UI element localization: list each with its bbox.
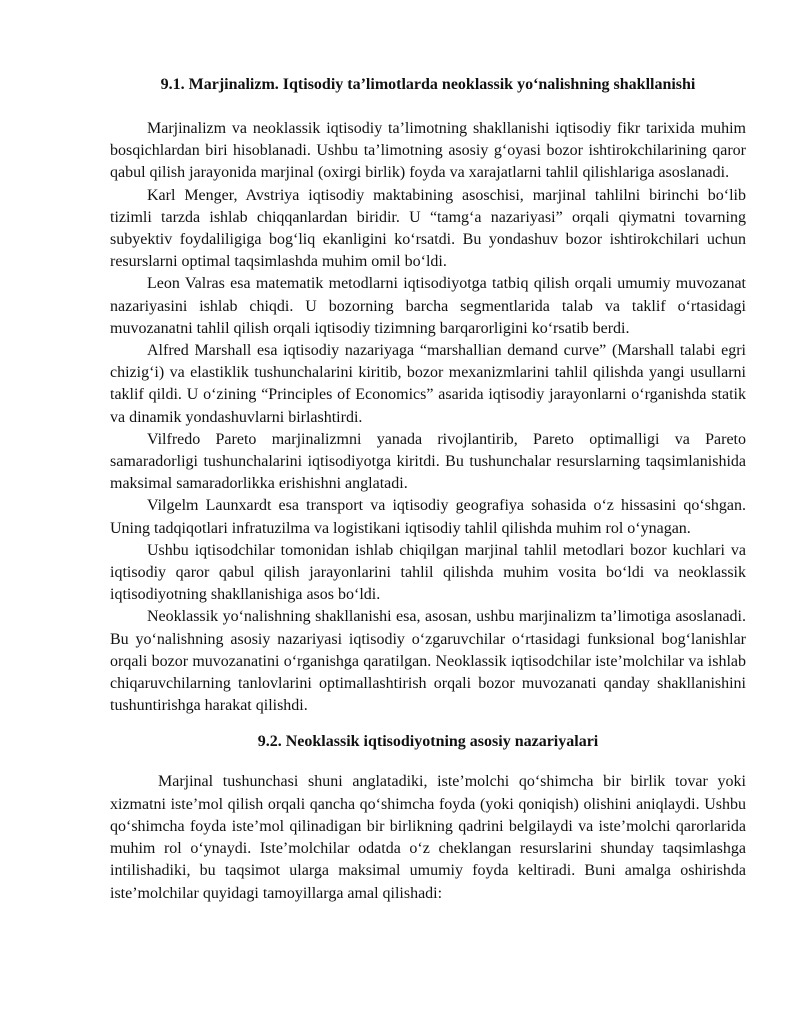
paragraph: Neoklassik yo‘nalishning shakllanishi esa, asosan, ushbu marjinalizm ta’limotiga asoslanadi. Bu yo‘nalishning asosiy nazariyasi iqtisodiy o‘zgaruvchilar o‘rtasidagi funksional bog‘lanishlar orqali bozor muvozanatini o‘rganishga qaratilgan. Neoklassik iqtisodchilar iste’molchilar va ishlab chiqaruvchilarning tanlovlarini optimallashtirish orqali bozor muvozanati qanday shakllanishini tushuntirishga harakat qilishdi. [110, 608, 746, 715]
paragraph: Vilfredo Pareto marjinalizmni yanada rivojlantirib, Pareto optimalligi va Pareto samaradorligi tushunchalarini iqtisodiyotga kiritdi. Bu tushunchalar resurslarning taqsimlanishida maksimal samaradorlikka erishishni anglatadi. [110, 430, 746, 493]
paragraph: Marjinalizm va neoklassik iqtisodiy ta’limotning shakllanishi iqtisodiy fikr tarixida muhim bosqichlardan biri hisoblanadi. Ushbu ta’limotning asosiy g‘oyasi bozor ishtirokchilarining qaror qabul qilish jarayonida marjinal (oxirgi birlik) foyda va xarajatlarni tahlil qilishlariga asoslanadi. [110, 120, 746, 182]
section-2-body [110, 771, 746, 904]
section-2-heading: 9.2. Neoklassik iqtisodiyotning asosiy nazariyalari [257, 733, 599, 751]
paragraph: Karl Menger, Avstriya iqtisodiy maktabining asoschisi, marjinal tahlilni birinchi bo‘lib tizimli tarzda ishlab chiqqanlardan biridir. U “tamg‘a nazariyasi” orqali qiymatni tovarning subyektiv foydaliligiga bog‘liq ekanligini ko‘rsatdi. Bu yondashuv bozor ishtirokchilari uchun resurslarni optimal taqsimlashda muhim omil bo‘ldi. [110, 186, 746, 271]
document-page [110, 68, 746, 905]
paragraph: Alfred Marshall esa iqtisodiy nazariyaga “marshallian demand curve” (Marshall talabi egri chizig‘i) va elastiklik tushunchalarini kiritib, bozor mexanizmlarini tahlil qilishda yangi usullarni taklif qildi. U o‘zining “Principles of Economics” asarida iqtisodiy jarayonlarni o‘rganishda statik va dinamik yondashuvlarni birlashtirdi. [110, 342, 746, 426]
paragraph: Ushbu iqtisodchilar tomonidan ishlab chiqilgan marjinal tahlil metodlari bozor kuchlari va iqtisodiy qaror qabul qilish jarayonlarini tahlil qilishda muhim vosita bo‘ldi va neoklassik iqtisodiyotning shakllanishiga asos bo‘ldi. [110, 541, 746, 604]
paragraph: Vilgelm Launxardt esa transport va iqtisodiy geografiya sohasida o‘z hissasini qo‘shgan. Uning tadqiqotlari infratuzilma va logistikani iqtisodiy tahlil qilishda muhim rol o‘ynagan. [110, 497, 746, 537]
paragraph: Leon Valras esa matematik metodlarni iqtisodiyotga tatbiq qilish orqali umumiy muvozanat nazariyasini ishlab chiqdi. U bozorning barcha segmentlarida talab va taklif o‘rtasidagi muvozanatni tahlil qilish orqali iqtisodiy tizimning barqarorligini ko‘rsatib berdi. [110, 275, 746, 337]
section-1-heading: 9.1. Marjinalizm. Iqtisodiy ta’limotlarda neoklassik yo‘nalishning shakllanishi [160, 76, 696, 93]
section-1-body [110, 118, 746, 717]
paragraph: Marjinal tushunchasi shuni anglatadiki, iste’molchi qo‘shimcha bir birlik tovar yoki xizmatni iste’mol qilish orqali qancha qo‘shimcha foyda (yoki qoniqish) olishini aniqlaydi. Ushbu qo‘shimcha foyda iste’mol qilinadigan bir birlikning qadrini belgilaydi va iste’molchi qarorlarida muhim rol o‘ynaydi. Iste’molchilar odatda o‘z cheklangan resurslarini shunday taqsimlashga intilishadiki, bu taqsimot ularga maksimal umumiy foyda keltiradi. Buni amalga oshirishda iste’molchilar quyidagi tamoyillarga amal qilishadi: [110, 773, 746, 902]
